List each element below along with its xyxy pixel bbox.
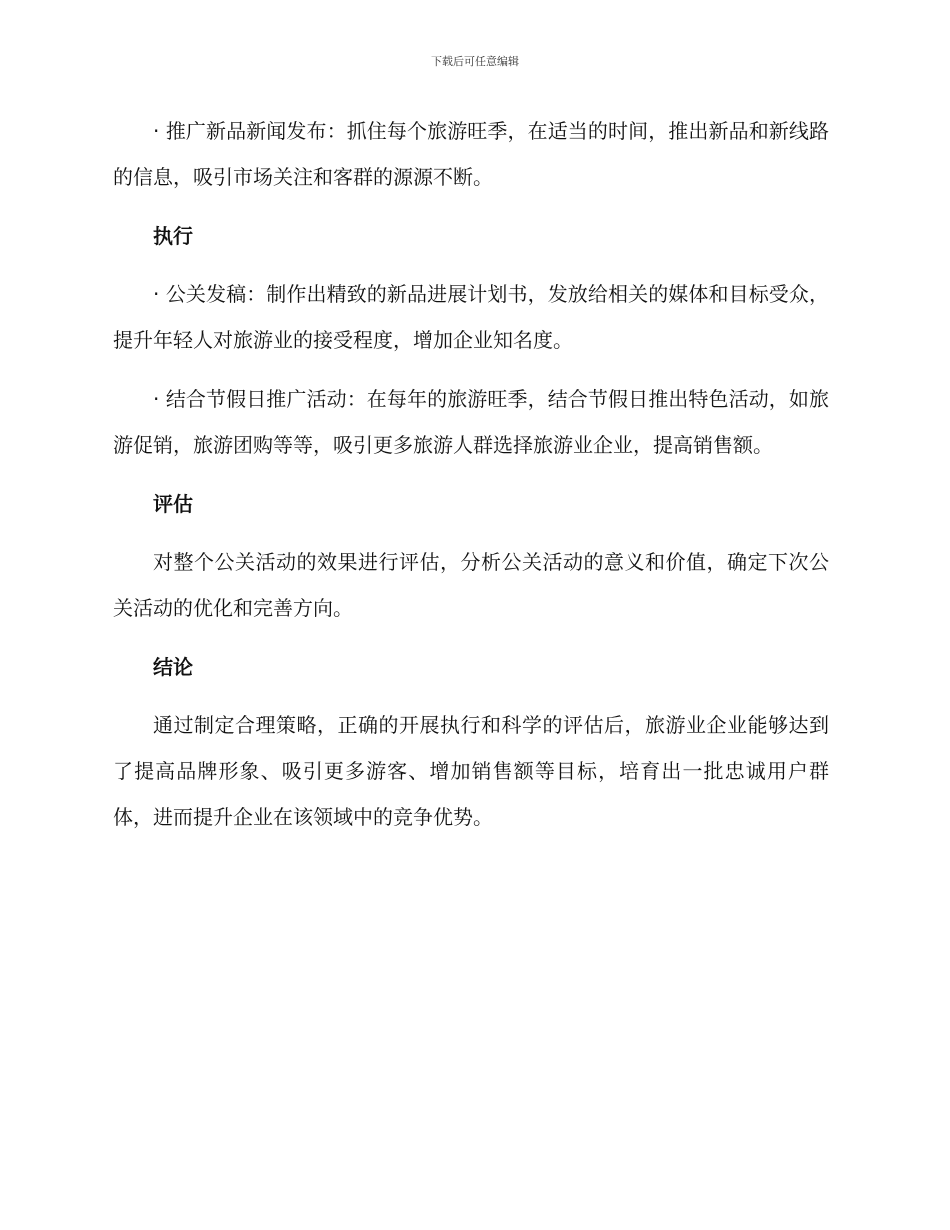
paragraph-pr-release: · 公关发稿：制作出精致的新品进展计划书，发放给相关的媒体和目标受众，提升年轻人对旅游业的接受程度，增加企业知名度。	[113, 282, 829, 352]
section-heading-evaluation: 评估	[153, 492, 193, 516]
paragraph-holiday-promotion: · 结合节假日推广活动：在每年的旅游旺季，结合节假日推出特色活动，如旅游促销，旅游团购等等，吸引更多旅游人群选择旅游业企业，提高销售额。	[113, 387, 829, 457]
section-heading-conclusion: 结论	[153, 655, 193, 679]
paragraph-news-release: · 推广新品新闻发布：抓住每个旅游旺季，在适当的时间，推出新品和新线路的信息，吸引市场关注和客群的源源不断。	[113, 119, 829, 189]
paragraph-conclusion: 通过制定合理策略，正确的开展执行和科学的评估后，旅游业企业能够达到了提高品牌形象、吸引更多游客、增加销售额等目标，培育出一批忠诚用户群体，进而提升企业在该领域中的竞争优势。	[113, 713, 829, 829]
page-header-note: 下载后可任意编辑	[431, 55, 519, 68]
document-body	[113, 108, 829, 853]
paragraph-evaluation: 对整个公关活动的效果进行评估，分析公关活动的意义和价值，确定下次公关活动的优化和完善方向。	[113, 550, 829, 620]
section-heading-execution: 执行	[153, 224, 193, 248]
